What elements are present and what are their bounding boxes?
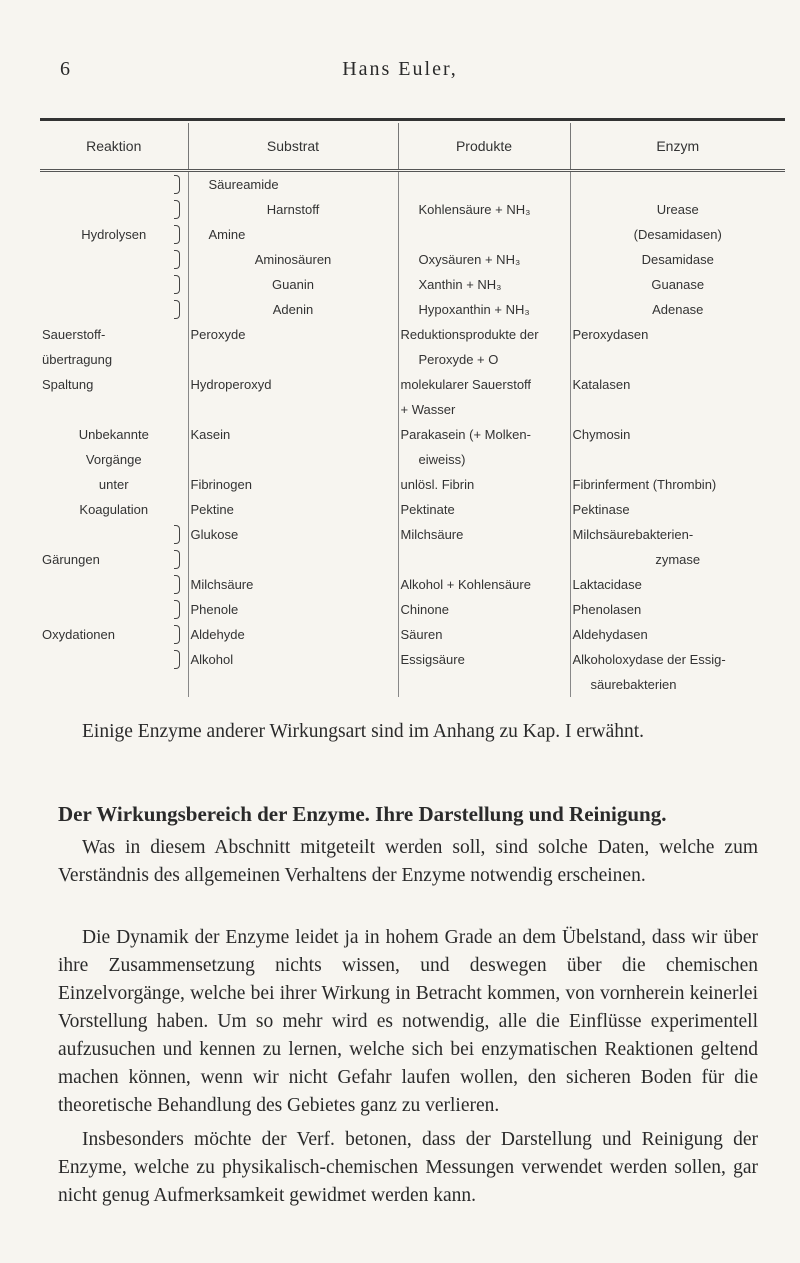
- table-row: [40, 171, 785, 198]
- table-cell: unter: [98, 477, 129, 492]
- table-cell: Adenase: [570, 297, 785, 322]
- table-row: [40, 547, 785, 572]
- table-cell: Spaltung: [42, 377, 94, 392]
- table-cell: Hydrolysen: [40, 222, 188, 247]
- table-cell: Glukose: [188, 522, 398, 547]
- table-cell: [40, 397, 188, 422]
- table-row: [40, 197, 785, 222]
- table-cell: Säuren: [398, 622, 570, 647]
- table-cell: [40, 597, 188, 622]
- paragraph-anhang-text: Einige Enzyme anderer Wirkungsart sind im Anhang zu Kap. I erwähnt.: [82, 721, 645, 742]
- table-cell: [188, 397, 398, 422]
- running-head: Hans Euler,: [342, 58, 458, 80]
- table-cell: + Wasser: [398, 397, 570, 422]
- table-header-row: [40, 123, 785, 171]
- table-cell: unlösl. Fibrin: [398, 472, 570, 497]
- table-cell: [188, 672, 398, 697]
- paragraph-intro: [58, 834, 758, 890]
- page-number: 6: [60, 58, 70, 80]
- table-cell: Vorgänge: [85, 452, 142, 467]
- table-cell: Oxysäuren + NH₃: [398, 247, 570, 272]
- table-cell: Milchsäurebakterien-: [570, 522, 785, 547]
- table-cell: Katalasen: [570, 372, 785, 397]
- table-cell: molekularer Sauerstoff: [398, 372, 570, 397]
- table-cell: Urease: [570, 197, 785, 222]
- enzyme-table: [40, 123, 785, 697]
- table-row: [40, 672, 785, 697]
- paragraph-dynamik-text: Die Dynamik der Enzyme leidet ja in hohem Grade an dem Übelstand, dass wir über ihre Zusammensetzung nichts wissen, und deswegen über die chemischen Einzelvorgänge, welche bei ihrer Wirkung in Betracht kommen, von vornherein keinerlei Vorstellung haben. Um so mehr wird es notwendig, alle die Einflüsse experimentell aufzusuchen und kennen zu lernen, welche sich bei enzymatischen Reaktionen geltend machen können, wenn wir nicht Gefahr laufen wollen, den sicheren Boden für die theoretische Behandlung des Gebietes ganz zu verlieren.: [58, 927, 758, 1116]
- table-row: [40, 297, 785, 322]
- table-cell: Säureamide: [188, 171, 398, 198]
- table-row: [40, 497, 785, 522]
- table-cell: Adenin: [188, 297, 398, 322]
- table-cell: Unbekannte: [78, 427, 149, 442]
- table-row: [40, 447, 785, 472]
- table-cell: Oxydationen: [40, 622, 188, 647]
- table-cell: [40, 247, 188, 272]
- paragraph-darstellung-text: Insbesonders möchte der Verf. betonen, dass der Darstellung und Reinigung der Enzyme, welche zu physikalisch-chemischen Messungen verwendet werden sollen, gar nicht genug Aufmerksamkeit gewidmet werden kann.: [58, 1129, 758, 1206]
- table-cell: (Desamidasen): [570, 222, 785, 247]
- column-header-substrat: Substrat: [188, 123, 398, 171]
- table-cell: zymase: [570, 547, 785, 572]
- table-cell: Fibrinferment (Thrombin): [570, 472, 785, 497]
- table-cell: Guanase: [570, 272, 785, 297]
- table-cell: Kasein: [188, 422, 398, 447]
- table-cell: [40, 572, 188, 597]
- table-cell: [40, 272, 188, 297]
- table-cell: [570, 347, 785, 372]
- table-row: [40, 597, 785, 622]
- table-row: [40, 222, 785, 247]
- table-row: [40, 247, 785, 272]
- table-cell: eiweiss): [398, 447, 570, 472]
- paragraph-intro-text: Was in diesem Abschnitt mitgeteilt werden soll, sind solche Daten, welche zum Verständnis des allgemeinen Verhaltens der Enzyme notwendig erscheinen.: [58, 837, 758, 886]
- table-cell: Reduktionsprodukte der: [398, 322, 570, 347]
- table-cell: [40, 672, 188, 697]
- table-cell: [570, 397, 785, 422]
- table-cell: [188, 547, 398, 572]
- table-cell: Pektinase: [570, 497, 785, 522]
- table-cell: [570, 171, 785, 198]
- column-header-reaktion: Reaktion: [40, 123, 188, 171]
- table-cell: [570, 447, 785, 472]
- table-cell: [40, 171, 188, 198]
- paragraph-anhang: [58, 718, 758, 746]
- table-row: [40, 622, 785, 647]
- enzyme-table-container: [40, 118, 785, 697]
- table-cell: Alkohol + Kohlensäure: [398, 572, 570, 597]
- table-cell: übertragung: [42, 352, 113, 367]
- table-cell: Pektine: [188, 497, 398, 522]
- table-cell: Parakasein (+ Molken-: [398, 422, 570, 447]
- table-cell: [398, 171, 570, 198]
- table-cell: [188, 447, 398, 472]
- table-cell: Sauerstoff-: [42, 327, 106, 342]
- table-cell: Fibrinogen: [188, 472, 398, 497]
- table-cell: Aldehyde: [188, 622, 398, 647]
- table-cell: Phenolasen: [570, 597, 785, 622]
- table-cell: [40, 647, 188, 672]
- table-cell: [188, 347, 398, 372]
- table-cell: [40, 522, 188, 547]
- table-cell: Hypoxanthin + NH₃: [398, 297, 570, 322]
- table-cell: Aldehydasen: [570, 622, 785, 647]
- table-cell: [40, 197, 188, 222]
- column-header-enzym: Enzym: [570, 123, 785, 171]
- section-title: [58, 800, 758, 830]
- table-cell: Koagulation: [79, 502, 149, 517]
- table-cell: Hydroperoxyd: [188, 372, 398, 397]
- table-cell: Laktacidase: [570, 572, 785, 597]
- column-header-produkte: Produkte: [398, 123, 570, 171]
- table-cell: Amine: [188, 222, 398, 247]
- page-header: [0, 58, 800, 88]
- table-top-rule: [40, 118, 785, 121]
- table-cell: Pektinate: [398, 497, 570, 522]
- paragraph-darstellung: [58, 1126, 758, 1210]
- table-row: [40, 322, 785, 347]
- table-cell: Alkohol: [188, 647, 398, 672]
- table-cell: Xanthin + NH₃: [398, 272, 570, 297]
- table-row: [40, 422, 785, 447]
- table-cell: [40, 297, 188, 322]
- table-cell: Essigsäure: [398, 647, 570, 672]
- table-row: [40, 472, 785, 497]
- table-cell: Phenole: [188, 597, 398, 622]
- section-title-text: Der Wirkungsbereich der Enzyme. Ihre Darstellung und Reinigung.: [58, 802, 667, 826]
- table-cell: Alkoholoxydase der Essig-: [570, 647, 785, 672]
- table-row: [40, 272, 785, 297]
- table-cell: Kohlensäure + NH₃: [398, 197, 570, 222]
- table-cell: Desamidase: [570, 247, 785, 272]
- table-cell: Peroxyde + O: [398, 347, 570, 372]
- table-cell: säurebakterien: [570, 672, 785, 697]
- table-row: [40, 347, 785, 372]
- table-cell: Chymosin: [570, 422, 785, 447]
- table-cell: [398, 222, 570, 247]
- table-row: [40, 647, 785, 672]
- table-cell: Milchsäure: [188, 572, 398, 597]
- table-row: [40, 372, 785, 397]
- table-row: [40, 397, 785, 422]
- table-cell: Milchsäure: [398, 522, 570, 547]
- table-cell: [398, 672, 570, 697]
- table-row: [40, 572, 785, 597]
- table-cell: [398, 547, 570, 572]
- table-row: [40, 522, 785, 547]
- table-cell: Aminosäuren: [188, 247, 398, 272]
- paragraph-dynamik: [58, 924, 758, 1120]
- table-cell: Harnstoff: [188, 197, 398, 222]
- table-cell: Gärungen: [40, 547, 188, 572]
- table-cell: Peroxydasen: [570, 322, 785, 347]
- table-cell: Guanin: [188, 272, 398, 297]
- table-cell: Peroxyde: [188, 322, 398, 347]
- table-cell: Chinone: [398, 597, 570, 622]
